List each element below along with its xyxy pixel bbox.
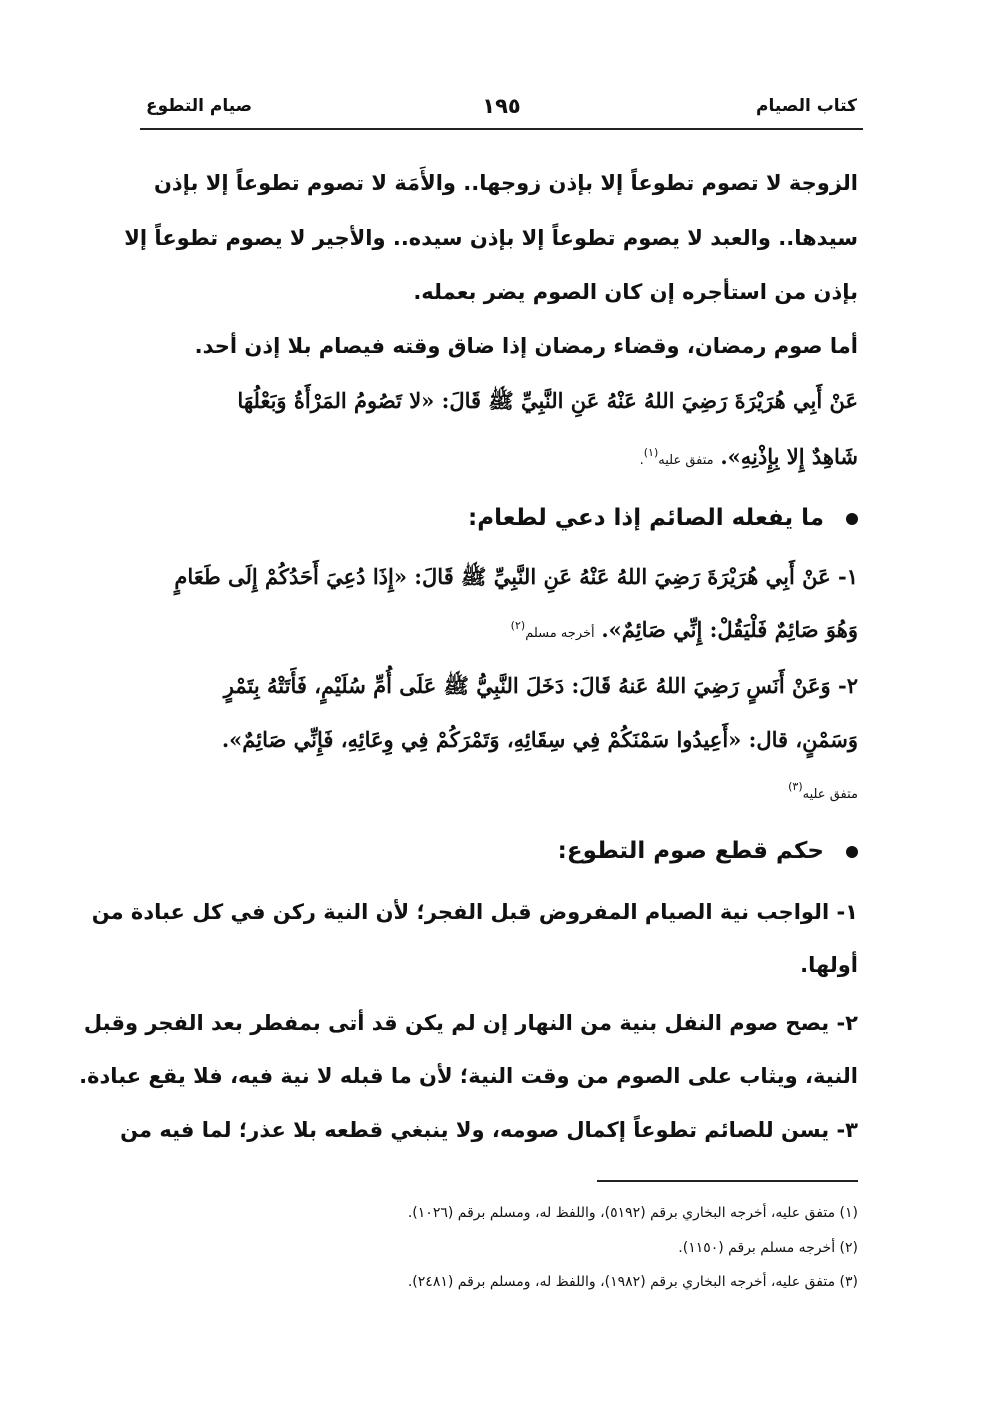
book-title: كتاب الصيام	[756, 96, 857, 116]
hadith-text: وَهُوَ صَائِمٌ فَلْيَقُلْ: إِنِّي صَائِمٌ».	[601, 617, 858, 642]
section-heading	[558, 838, 858, 864]
chapter-title: صيام التطوع	[146, 96, 253, 116]
footnote: (٢) أخرجه مسلم برقم (١١٥٠).	[678, 1240, 858, 1256]
footnote-ref: (٣)	[788, 780, 803, 793]
section-heading-text: ما يفعله الصائم إذا دعي لطعام:	[468, 505, 824, 531]
footnote: (٣) متفق عليه، أخرجه البخاري برقم (١٩٨٢)، واللفظ له، ومسلم برقم (٢٤٨١).	[407, 1274, 858, 1290]
paragraph-line: أما صوم رمضان، وقضاء رمضان إذا ضاق وقته فيصام بلا إذن أحد.	[194, 334, 858, 358]
running-header	[140, 94, 863, 130]
paragraph-line: سيدها.. والعبد لا يصوم تطوعاً إلا بإذن سيده.. والأجير لا يصوم تطوعاً إلا	[124, 226, 858, 250]
hadith-end: .	[639, 453, 644, 468]
list-item-line: وَسَمْنٍ، قال: «أَعِيدُوا سَمْنَكُمْ فِي سِقَائِهِ، وَتَمْرَكُمْ فِي وِعَائِهِ، فَإِنِّي صَائِمٌ».	[221, 727, 858, 752]
footnote-ref: (١)	[643, 446, 659, 459]
hadith-text: شَاهِدٌ إِلا بِإِذْنِهِ».	[720, 444, 858, 469]
section-heading	[468, 505, 858, 531]
list-item-line: ١- الواجب نية الصيام المفروض قبل الفجر؛ لأن النية ركن في كل عبادة من	[91, 900, 858, 924]
list-item-line	[788, 781, 858, 802]
hadith-line	[640, 446, 858, 468]
footnote-divider	[597, 1180, 858, 1182]
bullet-icon	[846, 513, 858, 525]
list-item-line: ٢- وَعَنْ أَنَسٍ رَضِيَ اللهُ عَنهُ قَالَ: دَخَلَ النَّبِيُّ ﷺ عَلَى أُمِّ سُلَيْمٍ، فَأَتَتْهُ بِتَمْرٍ	[223, 673, 858, 698]
hadith-line: عَنْ أَبِي هُرَيْرَةَ رَضِيَ اللهُ عَنْهُ عَنِ النَّبِيِّ ﷺ قَالَ: «لا تَصُومُ المَرْأَةُ وَبَعْلُهَا	[237, 388, 858, 413]
list-item-line: أولها.	[800, 953, 858, 977]
list-item-line	[511, 619, 858, 641]
list-item-line: ٢- يصح صوم النفل بنية من النهار إن لم يكن قد أتى بمفطر بعد الفجر وقبل	[83, 1011, 858, 1035]
section-heading-text: حكم قطع صوم التطوع:	[557, 838, 824, 864]
footnote-ref: (٢)	[510, 619, 526, 632]
hadith-source: أخرجه مسلم	[525, 626, 595, 641]
paragraph-line: الزوجة لا تصوم تطوعاً إلا بإذن زوجها.. والأَمَة لا تصوم تطوعاً إلا بإذن	[153, 171, 858, 195]
list-item-line: ٣- يسن للصائم تطوعاً إكمال صومه، ولا ينبغي قطعه بلا عذر؛ لما فيه من	[120, 1118, 858, 1142]
footnote: (١) متفق عليه، أخرجه البخاري برقم (٥١٩٢)، واللفظ له، ومسلم برقم (١٠٢٦).	[407, 1205, 858, 1221]
paragraph-line: بإذن من استأجره إن كان الصوم يضر بعمله.	[413, 280, 858, 304]
hadith-source: متفق عليه	[802, 787, 858, 802]
bullet-icon	[846, 846, 858, 858]
list-item-line: النية، ويثاب على الصوم من وقت النية؛ لأن ما قبله لا نية فيه، فلا يقع عبادة.	[79, 1064, 858, 1088]
hadith-source: متفق عليه	[658, 453, 714, 468]
page-number: ١٩٥	[482, 94, 521, 118]
list-item-line: ١- عَنْ أَبِي هُرَيْرَةَ رَضِيَ اللهُ عَنْهُ عَنِ النَّبِيِّ ﷺ قَالَ: «إِذَا دُعِيَ أَحَدُكُمْ إِلَى طَعَامٍ	[174, 564, 858, 589]
